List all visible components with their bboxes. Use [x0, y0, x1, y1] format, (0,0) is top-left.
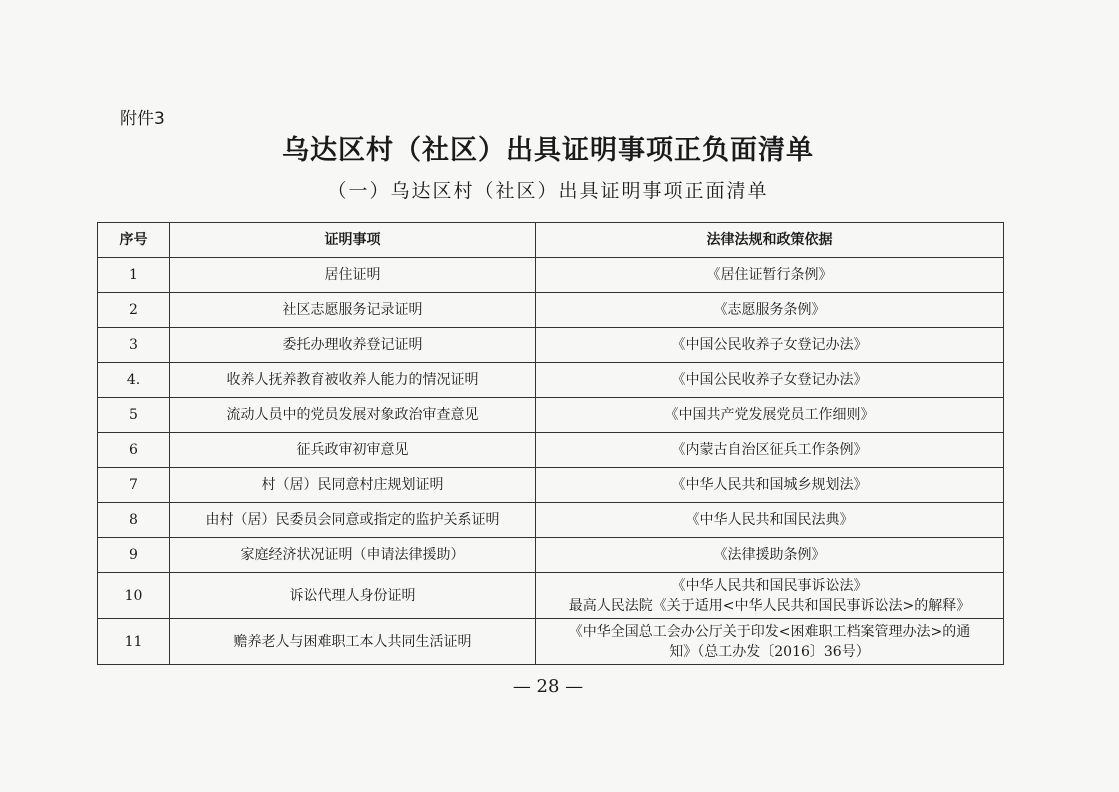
- row-legal-basis: [536, 573, 1004, 619]
- table-row: [98, 468, 1004, 503]
- row-legal-basis: [536, 433, 1004, 468]
- legal-basis-line: 《中华全国总工会办公厅关于印发<困难职工档案管理办法>的通: [568, 623, 971, 640]
- row-serial-number: 9: [98, 538, 170, 573]
- header-legal-basis: 法律法规和政策依据: [536, 223, 1004, 258]
- table-row: [98, 503, 1004, 538]
- row-certification-item: 赡养老人与困难职工本人共同生活证明: [170, 619, 536, 665]
- legal-basis-line: 知》（总工办发〔2016〕36号）: [669, 643, 870, 660]
- row-certification-item: 由村（居）民委员会同意或指定的监护关系证明: [170, 503, 536, 538]
- header-certification-item: 证明事项: [170, 223, 536, 258]
- row-legal-basis: [536, 258, 1004, 293]
- row-certification-item: 诉讼代理人身份证明: [170, 573, 536, 619]
- page-number: — 28 —: [512, 676, 584, 697]
- row-serial-number: 3: [98, 328, 170, 363]
- legal-basis-line: 《中华人民共和国城乡规划法》: [671, 477, 868, 493]
- row-serial-number: 1: [98, 258, 170, 293]
- row-certification-item: 居住证明: [170, 258, 536, 293]
- row-serial-number: 7: [98, 468, 170, 503]
- row-legal-basis: [536, 503, 1004, 538]
- row-serial-number: 8: [98, 503, 170, 538]
- document-title: 乌达区村（社区）出具证明事项正负面清单: [282, 135, 814, 166]
- row-legal-basis: [536, 398, 1004, 433]
- table-row: [98, 573, 1004, 619]
- row-legal-basis: [536, 468, 1004, 503]
- row-serial-number: 6: [98, 433, 170, 468]
- legal-basis-line: 《中国公民收养子女登记办法》: [671, 337, 868, 353]
- row-legal-basis: [536, 619, 1004, 665]
- row-certification-item: 流动人员中的党员发展对象政治审查意见: [170, 398, 536, 433]
- table-row: [98, 433, 1004, 468]
- legal-basis-line: 《中国公民收养子女登记办法》: [671, 372, 868, 388]
- row-legal-basis: [536, 363, 1004, 398]
- row-legal-basis: [536, 538, 1004, 573]
- table-header-row: [98, 223, 1004, 258]
- legal-basis-line: 《居住证暂行条例》: [706, 267, 833, 283]
- legal-basis-line: 《内蒙古自治区征兵工作条例》: [671, 442, 868, 458]
- row-legal-basis: [536, 328, 1004, 363]
- table-row: [98, 258, 1004, 293]
- row-certification-item: 征兵政审初审意见: [170, 433, 536, 468]
- row-certification-item: 委托办理收养登记证明: [170, 328, 536, 363]
- row-certification-item: 社区志愿服务记录证明: [170, 293, 536, 328]
- table-row: [98, 328, 1004, 363]
- row-legal-basis: [536, 293, 1004, 328]
- certification-list-table: [97, 222, 1004, 665]
- legal-basis-line: 《中华人民共和国民事诉讼法》: [671, 577, 868, 594]
- attachment-label: 附件3: [120, 109, 165, 129]
- row-certification-item: 村（居）民同意村庄规划证明: [170, 468, 536, 503]
- row-serial-number: 2: [98, 293, 170, 328]
- legal-basis-line: 《志愿服务条例》: [713, 302, 826, 318]
- row-certification-item: 收养人抚养教育被收养人能力的情况证明: [170, 363, 536, 398]
- row-serial-number: 4.: [98, 363, 170, 398]
- row-serial-number: 5: [98, 398, 170, 433]
- legal-basis-line: 《中国共产党发展党员工作细则》: [664, 407, 875, 423]
- table-row: [98, 363, 1004, 398]
- section-subtitle: （一）乌达区村（社区）出具证明事项正面清单: [327, 180, 769, 202]
- table-row: [98, 293, 1004, 328]
- header-serial-number: 序号: [98, 223, 170, 258]
- table-row: [98, 398, 1004, 433]
- row-serial-number: 11: [98, 619, 170, 665]
- table-row: [98, 538, 1004, 573]
- row-certification-item: 家庭经济状况证明（申请法律援助）: [170, 538, 536, 573]
- table-row: [98, 619, 1004, 665]
- row-serial-number: 10: [98, 573, 170, 619]
- legal-basis-line: 最高人民法院《关于适用<中华人民共和国民事诉讼法>的解释》: [568, 597, 971, 614]
- legal-basis-line: 《中华人民共和国民法典》: [685, 512, 854, 528]
- legal-basis-line: 《法律援助条例》: [713, 547, 826, 563]
